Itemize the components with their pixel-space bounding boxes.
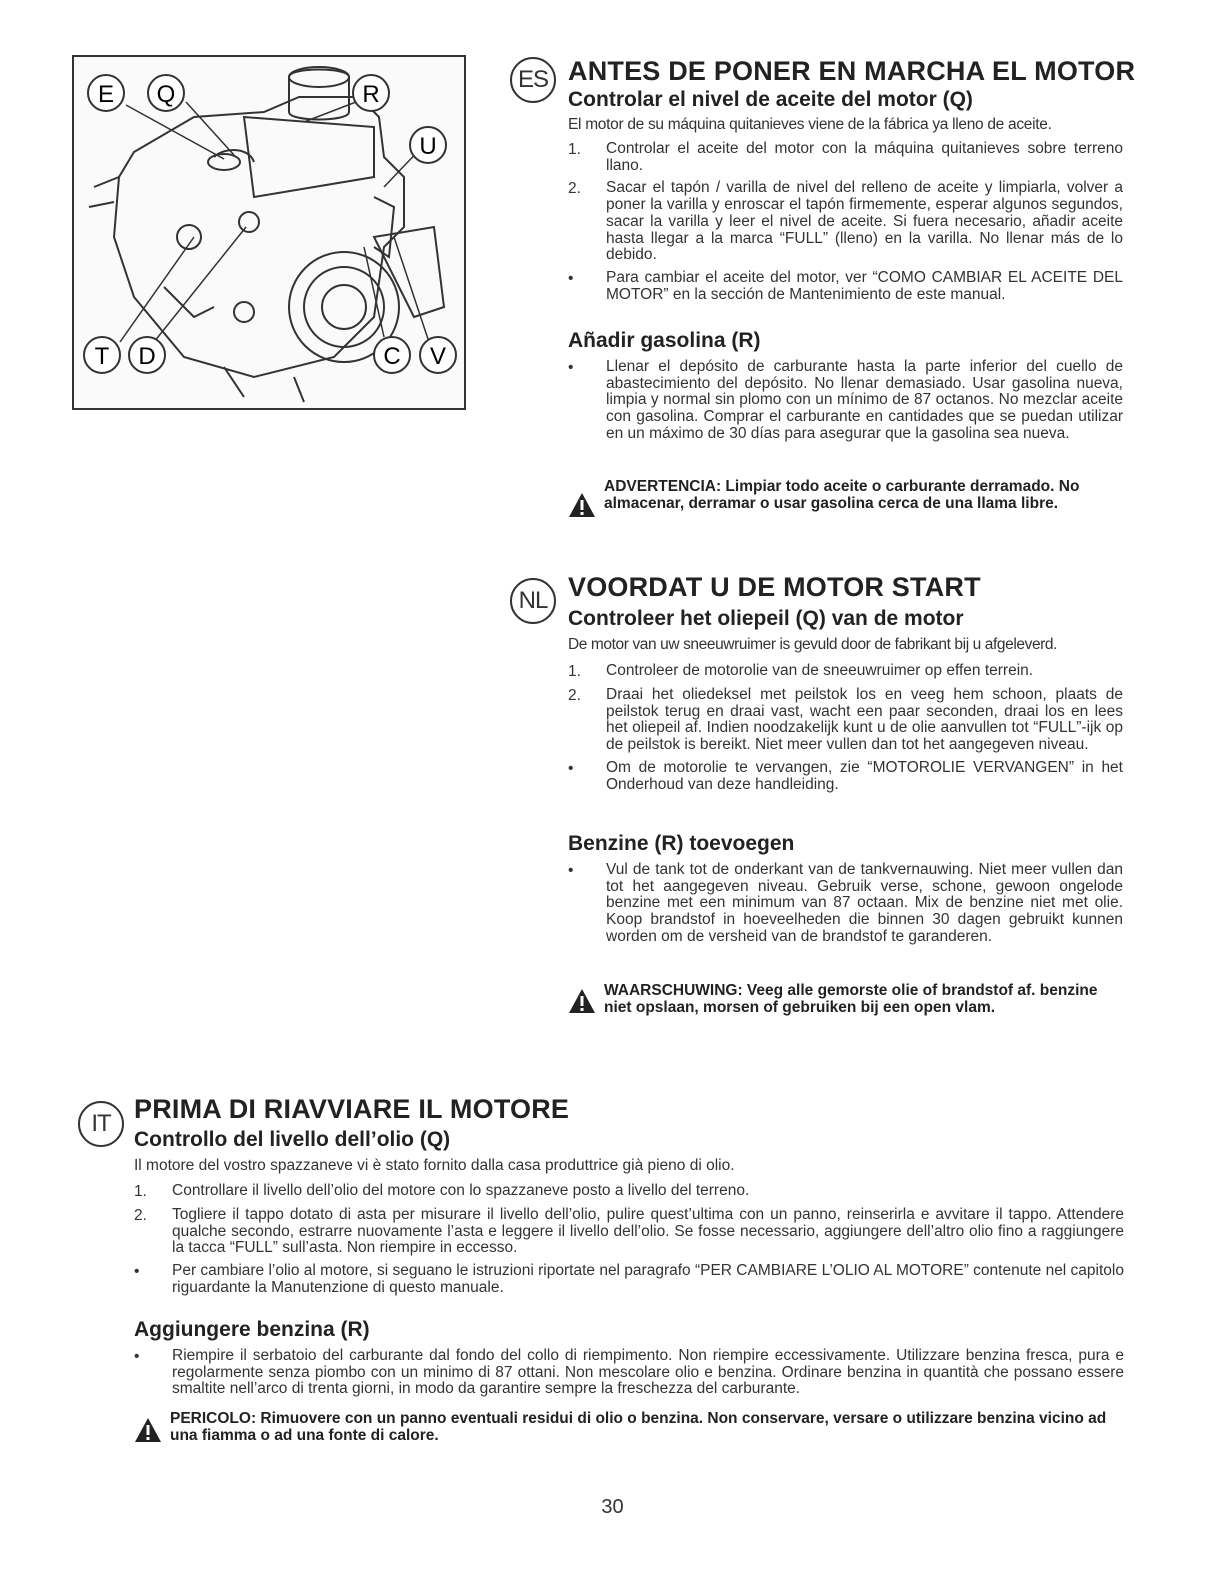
es-warning: ADVERTENCIA: Limpiar todo aceite o carburante derramado. No almacenar, derramar o usar gasolina cerca de una llama libre. [568,478,1123,518]
callout-t: T [94,343,110,370]
list-item: • Om de motorolie te vervangen, zie “MOTOROLIE VERVANGEN” in het Onderhoud van deze handleiding. [568,758,1123,793]
list-item: 2. Draai het oliedeksel met peilstok los en veeg hem schoon, plaats de peilstok terug en draai vast, wacht een paar seconden, draai los en lees het oliepeil af. Indien noodzakelijk kunt u de olie aanvullen tot “FULL”-ijk op de peilstok is bereikt. Niet meer vullen dan tot het aangegeven niveau. [568,686,1123,754]
nl-subtitle-oil: Controleer het oliepeil (Q) van de motor [568,607,964,630]
engine-illustration [74,57,464,408]
language-badge-nl: NL [510,578,556,624]
nl-intro: De motor van uw sneeuwruimer is gevuld door de fabrikant bij u afgeleverd. [568,636,1058,653]
nl-fuel-item: • Vul de tank tot de onderkant van de tankvernauwing. Niet meer vullen dan tot het aangegeven niveau. Gebruik verse, schone, gewoon ongelode benzine met een minimum van 87 octaan. Mix de benzine niet met olie. Koop brandstof in hoeveelheden die binnen 30 dagen gebruikt kunnen worden om de versheid van de brandstof te garanderen. [568,861,1123,945]
it-warning: PERICOLO: Rimuovere con un panno eventuali residui di olio o benzina. Non conservare, versare o utilizzare benzina vicino ad una fiamma o ad una fonte di calore. [134,1410,1124,1444]
list-item: 1. Controleer de motorolie van de sneeuwruimer op effen terrein. [568,662,1034,680]
list-item: 1. Controlar el aceite del motor con la máquina quitanieves sobre terreno llano. [568,140,1123,174]
it-section-title: PRIMA DI RIAVVIARE IL MOTORE [134,1094,570,1124]
it-oil-list [134,1183,1124,1297]
nl-oil-list [568,663,1123,793]
es-section-title: ANTES DE PONER EN MARCHA EL MOTOR [568,56,1136,86]
nl-subtitle-fuel: Benzine (R) toevoegen [568,832,795,855]
callout-r: R [362,81,380,108]
it-fuel-item: • Riempire il serbatoio del carburante dal fondo del collo di riempimento. Non riempire eccessivamente. Utilizzare benzina fresca, pura e regolarmente senza piombo con un minimo di 87 ottani. Non mescolare olio e benzina. Ordinare benzina in quantità che possano essere smaltite nell’arco di trenta giorni, in modo da garantire sempre la freschezza del carburante. [134,1347,1124,1398]
es-fuel-item: • Llenar el depósito de carburante hasta la parte inferior del cuello de abastecimiento del depósito. No llenar demasiado. Usar gasolina nueva, limpia y normal sin plomo con un mínimo de 87 octanos. No mezclar aceite con gasolina. Comprar el carburante en cantidades que se puedan utilizar en un máximo de 30 días para asegurar que la gasolina sea nueva. [568,358,1123,442]
es-subtitle-fuel: Añadir gasolina (R) [568,329,761,352]
callout-c: C [383,343,401,370]
list-item: • Per cambiare l’olio al motore, si seguano le istruzioni riportate nel paragrafo “PER CAMBIARE L’OLIO AL MOTORE” contenute nel capitolo riguardante la Manutenzione di questo manuale. [134,1262,1124,1296]
es-oil-list [568,141,1123,304]
page-number: 30 [601,1496,624,1518]
it-subtitle-fuel: Aggiungere benzina (R) [134,1318,370,1341]
es-intro: El motor de su máquina quitanieves viene de la fábrica ya lleno de aceite. [568,116,1052,133]
it-intro: Il motore del vostro spazzaneve vi è stato fornito dalla casa produttrice già pieno di olio. [134,1157,735,1174]
warning-icon [568,988,596,1014]
callout-q: Q [156,81,176,108]
list-item: 1. Controllare il livello dell’olio del motore con lo spazzaneve posto a livello del terreno. [134,1182,750,1200]
language-badge-it: IT [78,1101,124,1147]
nl-warning: WAARSCHUWING: Veeg alle gemorste olie of brandstof af. benzine niet opslaan, morsen of gebruiken bij een open vlam. [568,982,1123,1016]
list-item: 2. Togliere il tappo dotato di asta per misurare il livello dell’olio, pulire quest’ultima con un panno, reinserirla e avvitare il tappo. Attendere qualche secondo, estrarre nuovamente l’asta e leggere il livello dell’olio. Se fosse necessario, aggiungere dell’altro olio fino a raggiungere la tacca “FULL” sull’asta. Non riempire in eccesso. [134,1206,1124,1257]
engine-figure [72,55,466,410]
callout-u: U [419,133,437,160]
callout-e: E [97,81,115,108]
es-subtitle-oil: Controlar el nivel de aceite del motor (Q) [568,88,973,111]
list-item: • Para cambiar el aceite del motor, ver “COMO CAMBIAR EL ACEITE DEL MOTOR” en la sección de Mantenimiento de este manual. [568,269,1123,303]
warning-icon [568,492,596,518]
it-subtitle-oil: Controllo del livello dell’olio (Q) [134,1128,451,1151]
list-item: 2. Sacar el tapón / varilla de nivel del relleno de aceite y limpiarla, volver a poner la varilla y enroscar el tapón firmemente, esperar algunos segundos, sacar la varilla y leer el nivel de aceite. Si fuera necesario, añadir aceite hasta llegar a la marca “FULL” (lleno) en la varilla. No llenar más de lo debido. [568,179,1123,264]
callout-v: V [429,343,447,370]
language-badge-es: ES [510,57,556,103]
warning-icon [134,1417,162,1443]
callout-d: D [138,343,156,370]
nl-section-title: VOORDAT U DE MOTOR START [568,572,981,602]
